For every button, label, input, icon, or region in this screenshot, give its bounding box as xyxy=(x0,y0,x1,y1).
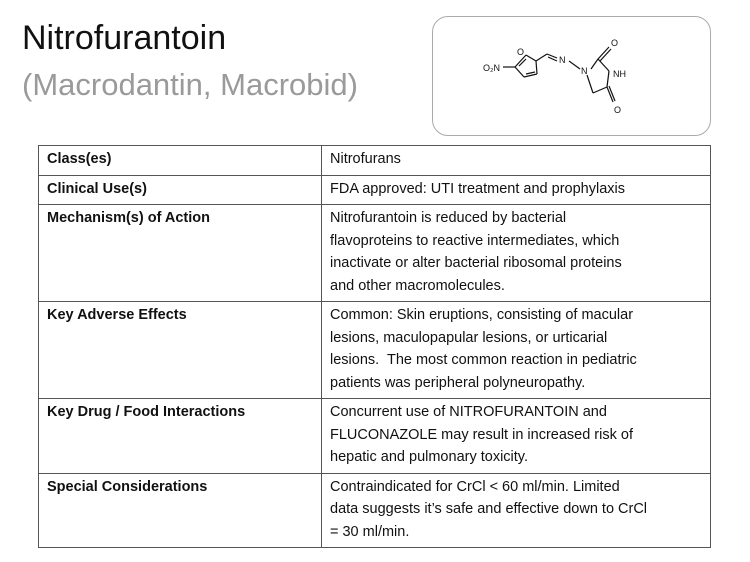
ring-nitrogen-label: N xyxy=(581,66,588,76)
nh-label: NH xyxy=(613,69,626,79)
value-line: lesions. The most common reaction in pediatric xyxy=(330,352,637,368)
page-title: Nitrofurantoin xyxy=(22,19,227,57)
chemical-structure-figure xyxy=(432,16,711,136)
top-oxygen-label: O xyxy=(611,38,619,48)
drug-info-table xyxy=(38,145,711,548)
value-line: Common: Skin eruptions, consisting of macular xyxy=(330,307,634,323)
value-line: inactivate or alter bacterial ribosomal proteins xyxy=(330,255,622,271)
value-line: patients was peripheral polyneuropathy. xyxy=(330,374,586,391)
value-line: hepatic and pulmonary toxicity. xyxy=(330,449,529,465)
value-line: data suggests it’s safe and effective down to CrCl xyxy=(330,501,648,517)
value-line: lesions, maculopapular lesions, or urticarial xyxy=(330,329,608,346)
row-value xyxy=(322,302,711,399)
bottom-oxygen-label: O xyxy=(614,105,622,115)
row-label: Clinical Use(s) xyxy=(39,175,322,205)
value-line: Nitrofurantoin is reduced by bacterial xyxy=(330,210,567,226)
row-value xyxy=(322,205,711,302)
row-label: Key Drug / Food Interactions xyxy=(39,399,322,474)
row-value xyxy=(322,473,711,548)
value-line: flavoproteins to reactive intermediates, which xyxy=(330,232,620,249)
row-value xyxy=(322,399,711,474)
row-label: Mechanism(s) of Action xyxy=(39,205,322,302)
table-row xyxy=(39,205,711,302)
row-label: Special Considerations xyxy=(39,473,322,548)
nitrofurantoin-structure-diagram xyxy=(433,17,712,137)
row-value xyxy=(322,146,711,176)
value-line: Concurrent use of NITROFURANTOIN and xyxy=(330,404,607,420)
table-row xyxy=(39,175,711,205)
row-value xyxy=(322,175,711,205)
table-row xyxy=(39,302,711,399)
page-subtitle: (Macrodantin, Macrobid) xyxy=(22,67,358,102)
furan-oxygen-label: O xyxy=(517,47,525,57)
table-row xyxy=(39,473,711,548)
value-line: Nitrofurans xyxy=(330,151,401,167)
value-line: and other macromolecules. xyxy=(330,277,505,294)
row-label: Key Adverse Effects xyxy=(39,302,322,399)
table-row xyxy=(39,146,711,176)
value-line: = 30 ml/min. xyxy=(330,523,410,540)
value-line: FDA approved: UTI treatment and prophylaxis xyxy=(330,180,625,197)
imine-nitrogen-label: N xyxy=(559,55,566,65)
row-label: Class(es) xyxy=(39,146,322,176)
value-line: Contraindicated for CrCl < 60 ml/min. Limited xyxy=(330,478,620,495)
value-line: FLUCONAZOLE may result in increased risk of xyxy=(330,426,633,443)
nitro-group-label: O₂N xyxy=(483,63,500,73)
table-row xyxy=(39,399,711,474)
